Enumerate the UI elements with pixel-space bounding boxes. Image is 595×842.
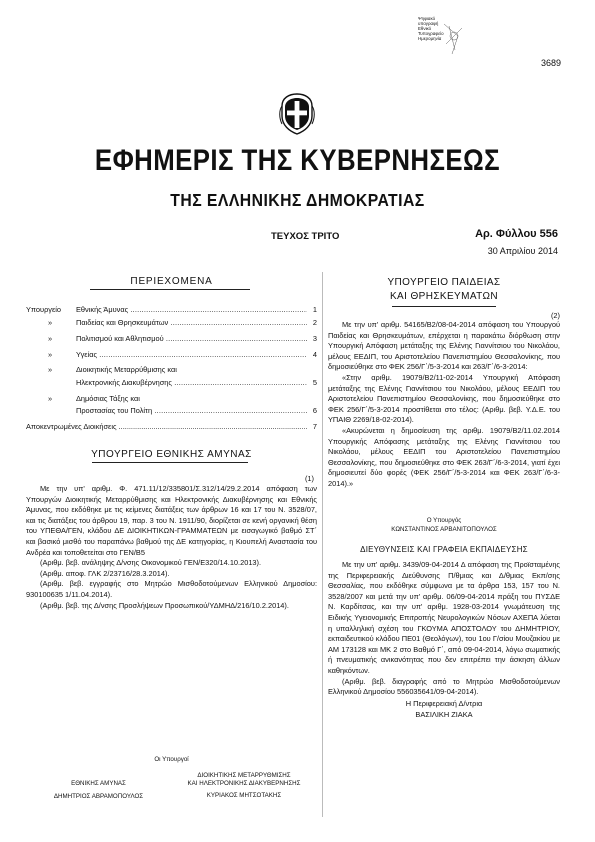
toc-row[interactable]: [26, 317, 317, 328]
toc-category: »: [47, 318, 53, 327]
toc-category: »: [47, 334, 53, 343]
toc-page: 5: [312, 378, 317, 387]
stamp-line: υπογραφή: [418, 21, 439, 26]
toc-row[interactable]: [26, 421, 317, 432]
toc-entry: Προστασίας του Πολίτη .....: [76, 405, 307, 416]
toc-entry: Εθνικής Άμυνας .....: [76, 304, 307, 315]
ministry-heading: ΥΠΟΥΡΓΕΙΟ ΕΘΝΙΚΗΣ ΑΜΥΝΑΣ: [91, 449, 252, 460]
toc-page: 2: [312, 318, 317, 327]
signer-name: ΚΥΡΙΑΚΟΣ ΜΗΤΣΟΤΑΚΗΣ: [206, 792, 282, 800]
toc-entry: Δημόσιας Τάξης και: [76, 394, 140, 403]
toc-page: 1: [312, 305, 317, 314]
signer-role: ΔΙΟΙΚΗΤΙΚΗΣ ΜΕΤΑΡΡΥΘΜΙΣΗΣ: [197, 772, 291, 779]
ministry-heading: [328, 276, 560, 304]
decision-note: (Αριθμ. βεβ. ανάληψης Δ/νσης Οικονομικού ΓΕΝ/Ε320/14.10.2013).: [40, 558, 262, 568]
toc-entry: Παιδείας και Θρησκευμάτων .....: [76, 317, 307, 328]
toc-row[interactable]: [26, 333, 317, 344]
decision-note: (Αριθμ. αποφ. ΓΛΚ 2/23716/28.3.2014).: [40, 568, 170, 578]
digital-signature-stamp: [418, 14, 478, 60]
ministers-label: Οι Υπουργοί: [154, 756, 189, 763]
director-name: ΒΑΣΙΛΙΚΗ ΖΙΑΚΑ: [415, 710, 473, 719]
issue-label: ΤΕΥΧΟΣ ΤΡΙΤΟ: [271, 231, 340, 242]
decision-body: [328, 560, 560, 698]
toc-entry: Υγείας .....: [76, 349, 307, 360]
director-label: Η Περιφερειακή Δ/ντρια: [405, 699, 483, 708]
page-number: 3689: [540, 58, 561, 68]
toc-row[interactable]: [26, 405, 317, 416]
decision-text: «Στην αριθμ. 19079/Β2/11-02-2014 Υπουργική Απόφαση μετάταξης της Ελένης Γιαννίτσιου του Νικολάου, μέλους ΕΕΔΙΠ του Αριστοτελείου Πανεπιστημίου Θεσσαλονίκης, που δημοσιεύθηκε στο ΦΕΚ 256/Γ΄/5-3-2014 προστίθεται στο τέλος: (Αριθμ. βεβ. Υ.Δ.Ε. του ΥΠΑΙΘ 2269/18-02-2014).: [328, 372, 560, 425]
section-heading: ΔΙΕΥΘΥΝΣΕΙΣ ΚΑΙ ΓΡΑΦΕΙΑ ΕΚΠΑΙΔΕΥΣΗΣ: [360, 545, 528, 554]
decision-note: (Αριθμ. βεβ. εγγραφής στο Μητρώο Μισθοδοτούμενων Ελληνικού Δημοσίου: 930100635 1/11.04.2014).: [26, 579, 317, 599]
signature-block: [26, 780, 171, 800]
decision-number: (1): [304, 474, 314, 483]
toc-row[interactable]: [26, 393, 317, 404]
decision-text: «Ακυρώνεται η δημοσίευση της αριθμ. 19079/Β2/11.02.2014 Υπουργικής Απόφασης μετάταξης της Ελένης Γιαννίτσιου του Νικολάου, μέλους ΕΕΔΙΠ του Αριστοτελείου Πανεπιστημίου Θεσσαλονίκης, που δημοσιεύθηκε στο ΦΕΚ 263/Γ΄/6-3-2014, γιατί έχει δημοσιευτεί δύο φορές (ΦΕΚ 256/Γ΄/5-3-2014 και ΦΕΚ 263/Γ΄/6-3-2014).»: [328, 425, 560, 488]
toc-row[interactable]: [26, 349, 317, 360]
decision-text: Με την υπ' αριθμ. Φ. 471.11/12/335801/Σ.312/14/29.2.2014 απόφαση των Υπουργών Διοικητικής Μεταρρύθμισης και Ηλεκτρονικής Διακυβέρνησης και Εθνικής Άμυνας, που εκδόθηκε με τις κείμενες διατάξεις των άρθρων 16 και 17 του Ν. 3528/07, και τις διατάξεις του άρθρου 19, παρ. 3 του Ν. 1911/90, διορίζεται σε κενή οργανική θέση του ΥΠΕΘΑ/ΓΕΝ, κλάδου ΔΕ ΔΙΟΙΚΗΤΙΚΩΝ-ΓΡΑΜΜΑΤΕΩΝ με εισαγωγικό βαθμό ΣΤ΄ και βασικό μισθό του παραπάνω βαθμού της ΔΕ κατηγορίας, η Κιουπελή Αναστασία του Ανδρέα και τοποθετείται στο ΓΕΝ/Β5: [26, 484, 317, 557]
stamp-line: Τυπογραφείο: [418, 31, 444, 36]
stamp-line: Ημερομηνία: [418, 36, 442, 41]
toc-page: 3: [312, 334, 317, 343]
stamp-line: Εθνικό: [418, 26, 432, 31]
toc-entry: Πολιτισμού και Αθλητισμού .....: [76, 333, 307, 344]
toc-row[interactable]: [26, 377, 317, 388]
toc-category: Υπουργείο: [26, 305, 62, 314]
heading-rule: [392, 306, 496, 307]
decision-text: Με την υπ' αριθμ. 54165/Β2/08-04-2014 απόφαση του Υπουργού Παιδείας και Θρησκευμάτων, επέρχεται η παρακάτω διόρθωση στην Υπουργική Απόφαση μετάταξης της Ελένης Γιαννίτσιου του Νικολάου, μέλους ΕΕΔΙΠ, του Αριστοτελείου Πανεπιστημίου Θεσσαλονίκης, που δημοσιεύθηκε στο ΦΕΚ 256/Γ΄/5-3-2014 και 263/Γ΄/6-3-2014:: [328, 320, 560, 372]
signer-role: ΚΑΙ ΗΛΕΚΤΡΟΝΙΚΗΣ ΔΙΑΚΥΒΕΡΝΗΣΗΣ: [187, 779, 301, 787]
decision-note: (Αριθμ. βεβ. διαγραφής από το Μητρώο Μισθοδοτούμενων Ελληνικού Δημοσίου 556035641/09-04-2014).: [328, 676, 560, 697]
stamp-line: Ψηφιακό: [418, 16, 436, 21]
toc-page: 6: [312, 406, 317, 415]
decision-body: [26, 484, 317, 611]
toc-row[interactable]: [26, 304, 317, 315]
signer-name: ΔΗΜΗΤΡΙΟΣ ΑΒΡΑΜΟΠΟΥΛΟΣ: [53, 792, 144, 800]
toc-entry: Αποκεντρωμένες Διοικήσεις .....: [26, 421, 307, 432]
toc-entry: Διοικητικής Μεταρρύθμισης και: [76, 365, 177, 374]
ministry-heading-line: ΚΑΙ ΘΡΗΣΚΕΥΜΑΤΩΝ: [389, 291, 499, 302]
toc-category: »: [47, 350, 53, 359]
toc-rule: [90, 289, 250, 290]
toc-category: »: [47, 394, 53, 403]
greek-emblem-icon: [279, 92, 315, 136]
gazette-title: ΕΦΗΜΕΡΙΣ ΤΗΣ ΚΥΒΕΡΝΗΣΕΩΣ: [94, 144, 501, 177]
decision-text: Με την υπ' αριθμ. 3439/09-04-2014 Δ απόφαση της Προϊσταμένης της Περιφερειακής Διεύθυνσης Π/θμιας και Δ/θμιας Εκπ/σης Θεσσαλίας, που εκδόθηκε σύμφωνα με τα άρθρα 153, 157 του Ν. 3528/2007 και μετά την υπ' αριθμ. 06/09-04-2014 πράξη του ΠΥΣΔΕ Ν. Καρδίτσας, και την υπ' αριθμ. 1928-03-2014 γνωμάτευση της Ειδικής Υγειονομικής Επιτροπής Νευρολογικών Νόσων ΑΧΕΠΑ λύεται η υπαλληλική σχέση του ΓΚΟΥΜΑ ΑΠΟΣΤΟΛΟΥ του ΔΗΜΗΤΡΙΟΥ, εκπαιδευτικού κλάδου ΠΕ01 (Θεολόγων), του 1ου Γ/σίου Μουζακίου με ΑΜ 173128 και ΜΚ 2 στο Βαθμό Γ΄, από 09-04-2014, λόγω σωματικής ή πνευματικής ανικανότητας που δεν επιτρέπει την άσκηση άλλων καθηκόντων.: [328, 560, 560, 675]
gazette-subtitle: ΤΗΣ ΕΛΛΗΝΙΚΗΣ ΔΗΜΟΚΡΑΤΙΑΣ: [170, 190, 425, 210]
decision-body: [328, 320, 560, 490]
signature-block: [171, 772, 317, 800]
signer-role: ΕΘΝΙΚΗΣ ΑΜΥΝΑΣ: [71, 780, 126, 787]
toc-page: 4: [312, 350, 317, 359]
column-divider: [322, 272, 323, 817]
decision-number: (2): [550, 311, 560, 320]
toc-category: »: [47, 365, 53, 374]
issue-date: 30 Απριλίου 2014: [487, 246, 558, 256]
toc-row[interactable]: [26, 364, 317, 375]
toc-heading: ΠΕΡΙΕΧΟΜΕΝΑ: [130, 276, 213, 287]
decision-note: (Αριθμ. βεβ. της Δ/νσης Προσλήψεων Προσωπικού/ΥΔΜΗΔ/216/10.2.2014).: [40, 600, 289, 610]
minister-name: ΚΩΝΣΤΑΝΤΙΝΟΣ ΑΡΒΑΝΙΤΟΠΟΥΛΟΣ: [391, 526, 497, 533]
toc-page: 7: [312, 422, 317, 431]
minister-label: Ο Υπουργός: [426, 517, 462, 524]
heading-rule: [92, 462, 248, 463]
toc-entry: Ηλεκτρονικής Διακυβέρνησης .....: [76, 377, 307, 388]
ministry-heading-line: ΥΠΟΥΡΓΕΙΟ ΠΑΙΔΕΙΑΣ: [387, 277, 501, 288]
sheet-number: Αρ. Φύλλου 556: [475, 228, 558, 240]
